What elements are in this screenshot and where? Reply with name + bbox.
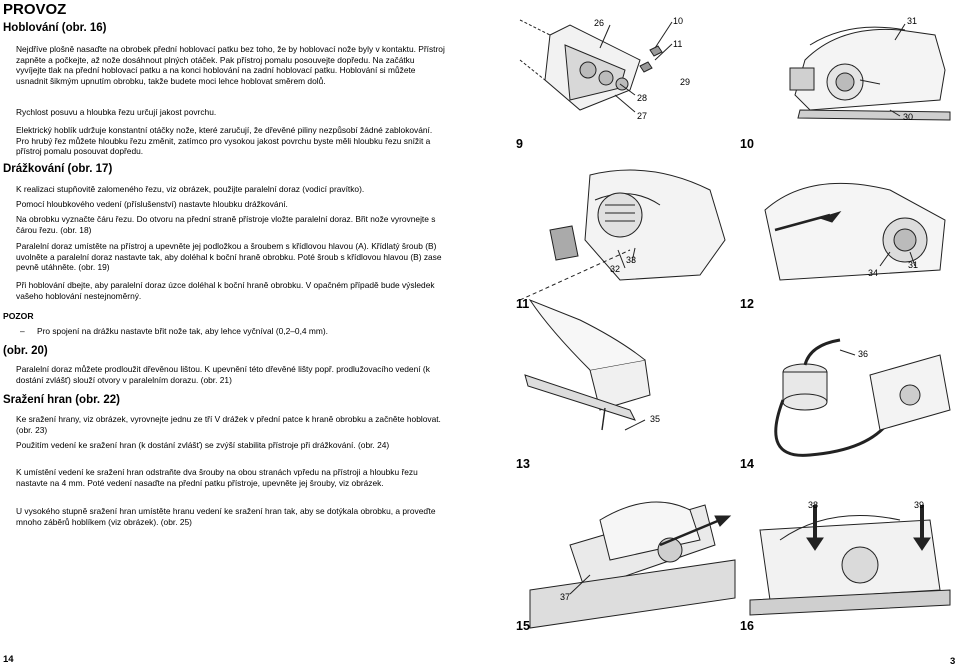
paragraph-chamfer-3: K umístění vedení ke sražení hran odstraňte dva šrouby na obou stranách vpředu na přístroji a hloubku řezu nastavte na 4 mm. Poté vedení nasaďte na přední patku přístroje, upevněte jej šrouby, viz obrázek.: [16, 467, 418, 488]
callout-31-bottom: 31: [908, 260, 919, 270]
figure-number-10: 10: [740, 137, 754, 151]
callout-26: 26: [594, 18, 605, 28]
paragraph-chamfer-2: Použitím vedení ke sražení hran (k dostání zvlášť) se zvýší stabilita přístroje při drážkování. (obr. 24): [16, 440, 390, 450]
paragraph-planing-3: Elektrický hoblík udržuje konstantní otáčky nože, které zaručují, že dřevěné piliny nezpůsobí žádné zablokování. Pro hrubý řez můžete hloubku řezu změnit, zatímco pro vysokou jakost povrchu byste měli hloubku řezu snížit a přístroj pomalu posouvat dopředu.: [16, 125, 433, 157]
figure-number-11: 11: [516, 297, 530, 311]
callout-33: 33: [626, 255, 637, 265]
paragraph-rebating-5: Při hoblování dbejte, aby paralelní doraz úzce doléhal k boční hraně obrobku. V opačném případě bude výsledek vašeho hoblování nestejnoměrný.: [16, 280, 435, 301]
callout-37: 37: [560, 592, 571, 602]
paragraph-chamfer-1: Ke sražení hrany, viz obrázek, vyrovnejte jednu ze tří V drážek v přední patce k hraně obrobku a začněte hoblovat. (obr. 23): [16, 414, 441, 435]
heading-chamfering: Sražení hran (obr. 22): [3, 394, 120, 406]
figure-9-blade-drum: [520, 20, 672, 112]
caution-label: POZOR: [3, 311, 34, 321]
paragraph-rebating-4: Paralelní doraz umístěte na přístroj a upevněte jej podložkou a šroubem s křídlovou hlavou (A). Křídlatý šroub (B) uvolněte a paralelní doraz nastavte tak, aby doléhal k boční hraně obrobku. Poté šroub s křídlovou hlavou (B) zase pevně utáhněte. (obr. 19): [16, 241, 442, 273]
heading-rebating: Drážkování (obr. 17): [3, 163, 113, 175]
figure-13-dust-extraction: [525, 300, 650, 430]
figure-number-14: 14: [740, 457, 754, 471]
paragraph-fig20: Paralelní doraz můžete prodloužit dřevěnou lištou. K upevnění této dřevěné lišty popř. prodlužovacího vedení (k dostání zvlášť) slouží otvory v paralelním dorazu. (obr. 21): [16, 364, 430, 385]
figure-number-16: 16: [740, 619, 754, 633]
caution-dash: –: [20, 326, 25, 336]
callout-39: 39: [914, 500, 925, 510]
heading-planing: Hoblování (obr. 16): [3, 22, 107, 34]
callout-32: 32: [610, 264, 621, 274]
callout-28: 28: [637, 93, 648, 103]
callout-31-top: 31: [907, 16, 918, 26]
paragraph-rebating-1: K realizaci stupňovitě zalomeného řezu, viz obrázek, použijte paralelní doraz (vodicí pravítko).: [16, 184, 365, 194]
callout-11: 11: [673, 39, 683, 49]
paragraph-planing-2: Rychlost posuvu a hloubka řezu určují jakost povrchu.: [16, 107, 217, 117]
callout-10: 10: [673, 16, 684, 26]
page-number-left: 14: [3, 654, 14, 665]
figure-number-12: 12: [740, 297, 754, 311]
callout-27: 27: [637, 111, 648, 121]
figure-15-planing-motion: [530, 502, 735, 628]
paragraph-chamfer-4: U vysokého stupně sražení hran umístěte hranu vedení ke sražení hran tak, aby se dotýkala obrobku, a proveďte mnoho záběrů hoblíkem (viz obrázek). (obr. 25): [16, 506, 436, 527]
callout-34: 34: [868, 268, 879, 278]
heading-fig20: (obr. 20): [3, 345, 48, 357]
figure-11-cutting-depth: [520, 170, 725, 300]
figure-number-9: 9: [516, 137, 523, 151]
page-number-right: 3: [950, 656, 956, 667]
figure-14-vacuum-hose: [625, 340, 950, 455]
callout-35: 35: [650, 414, 661, 424]
caution-text: Pro spojení na drážku nastavte břit nože tak, aby lehce vyčníval (0,2–0,4 mm).: [37, 326, 328, 336]
callout-36: 36: [858, 349, 869, 359]
paragraph-rebating-2: Pomocí hloubkového vedení (příslušenství) nastavte hloubku drážkování.: [16, 199, 288, 209]
figure-16-pressure-arrows: [750, 505, 950, 615]
figure-number-15: 15: [516, 619, 530, 633]
figure-number-13: 13: [516, 457, 530, 471]
section-title-provoz: PROVOZ: [3, 1, 67, 18]
callout-29: 29: [680, 77, 691, 87]
callout-38: 38: [808, 500, 819, 510]
callout-30: 30: [903, 112, 914, 122]
figures-area: [510, 0, 960, 669]
paragraph-planing-1: Nejdříve plošně nasaďte na obrobek přední hoblovací patku bez toho, že by hoblovací nože byly v kontaktu. Přístroj zapněte a počkejte, až nože dosáhnout plných otáček. Pak přístroj pomalu posouvejte dopředu. Na začátku vyvíjejte tlak na přední hoblovací patku a na konci hoblování na zadní hoblovací patku. Hoblování si můžete usnadnit šikmým upnutím obrobku, takže budete moci lehce hoblovat směrem dolů.: [16, 44, 445, 86]
paragraph-rebating-3: Na obrobku vyznačte čáru řezu. Do otvoru na přední straně přístroje vložte paralelní doraz. Břit nože vyrovnejte s čárou řezu. (obr. 18): [16, 214, 436, 235]
figure-10-planer-side: [790, 24, 950, 120]
